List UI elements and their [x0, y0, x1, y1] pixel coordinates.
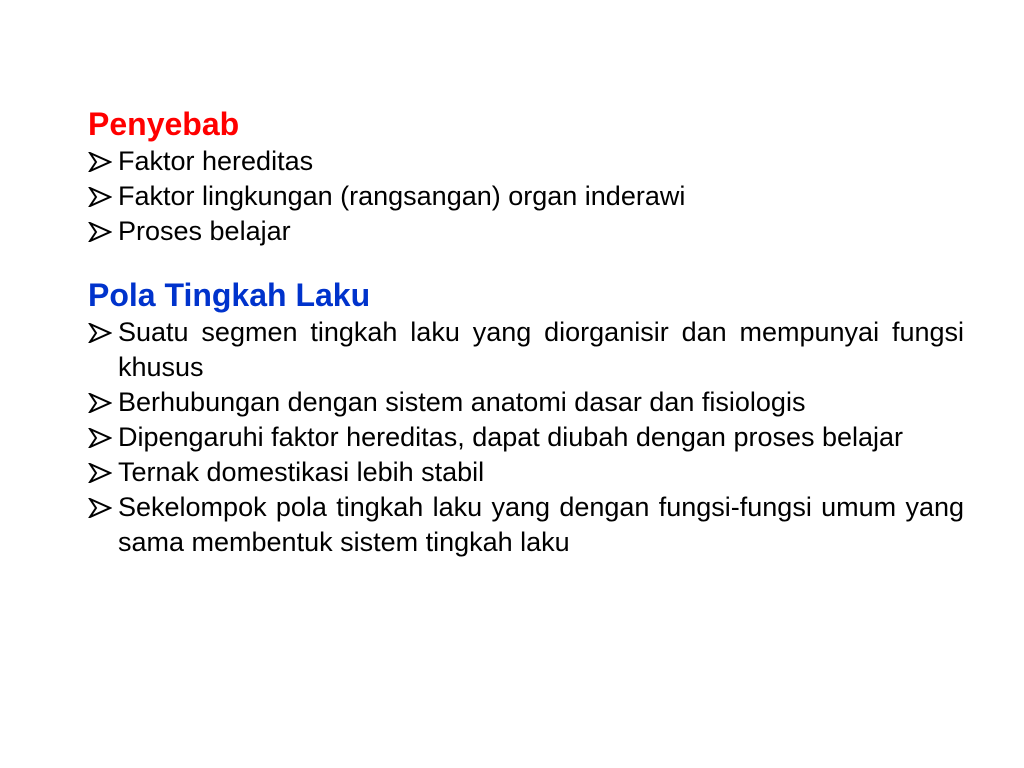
list-item — [88, 420, 964, 455]
list-item-text: Suatu segmen tingkah laku yang diorganisir dan mempunyai fungsi khusus — [118, 317, 964, 382]
list-item — [88, 214, 964, 249]
arrow-bullet-icon — [88, 463, 112, 483]
list-item — [88, 455, 964, 490]
arrow-bullet-icon — [88, 428, 112, 448]
list-item-text: Sekelompok pola tingkah laku yang dengan fungsi-fungsi umum yang sama membentuk sistem tingkah laku — [118, 492, 964, 557]
arrow-bullet-icon — [88, 152, 112, 172]
arrow-bullet-icon — [88, 498, 112, 518]
list-item-text: Dipengaruhi faktor hereditas, dapat diubah dengan proses belajar — [118, 422, 904, 452]
slide-content — [88, 104, 964, 560]
list-item — [88, 385, 964, 420]
arrow-bullet-icon — [88, 187, 112, 207]
arrow-bullet-icon — [88, 222, 112, 242]
penyebab-list — [88, 144, 964, 249]
list-item-text: Faktor lingkungan (rangsangan) organ inderawi — [118, 181, 686, 211]
list-item — [88, 179, 964, 214]
list-item — [88, 490, 964, 560]
arrow-bullet-icon — [88, 323, 112, 343]
list-item-text: Berhubungan dengan sistem anatomi dasar dan fisiologis — [118, 387, 806, 417]
list-item-text: Faktor hereditas — [118, 146, 314, 176]
pola-tingkah-laku-list — [88, 315, 964, 560]
section-heading-pola-tingkah-laku: Pola Tingkah Laku — [88, 277, 371, 313]
list-item-text: Proses belajar — [118, 216, 291, 246]
list-item — [88, 315, 964, 385]
section-heading-penyebab: Penyebab — [88, 106, 240, 142]
list-item-text: Ternak domestikasi lebih stabil — [118, 457, 485, 487]
list-item — [88, 144, 964, 179]
arrow-bullet-icon — [88, 393, 112, 413]
